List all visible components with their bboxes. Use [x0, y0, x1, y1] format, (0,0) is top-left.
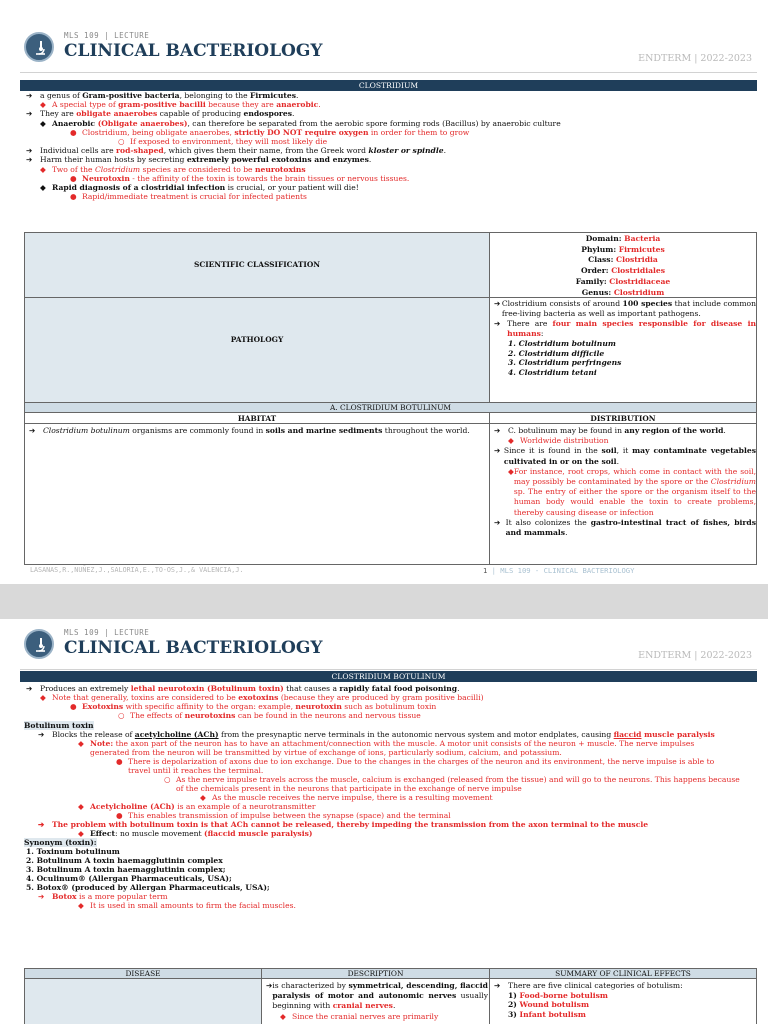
- botulinum-toxin-notes: [24, 721, 752, 910]
- classification-value: Clostridiaceae: [609, 276, 671, 286]
- pathology-label: PATHOLOGY: [230, 335, 284, 344]
- classification-row: [490, 255, 756, 266]
- list-item: ● There is depolarization of axons due to ion exchange. Due to the changes in the charges of the neuron and its environment, the nerve impulse is able to: [116, 757, 715, 766]
- classification-row: [490, 245, 756, 256]
- classification-row: [490, 266, 756, 277]
- species-item: 2. Clostridium difficile: [508, 348, 605, 358]
- habitat-label: HABITAT: [237, 414, 277, 423]
- synonym-item: 1. Toxinum botulinum: [26, 847, 120, 856]
- list-item: ➔ There are four main species responsible for disease in humans:: [494, 318, 756, 338]
- list-item: ○ If exposed to environment, they will most likely die: [118, 137, 328, 147]
- list-item: ➔ The problem with botulinum toxin is that ACh cannot be released, thereby impeding the transmission from the axon terminal to the muscle: [38, 820, 649, 829]
- classification-value: Bacteria: [624, 234, 661, 243]
- list-item: ○ The effects of neurotoxins can be found in the neurons and nervous tissue: [118, 711, 421, 720]
- list-item: ➔ It also colonizes the gastro-intestinal tract of fishes, birds and mammals.: [494, 517, 756, 538]
- list-item: ◆ A special type of gram-positive bacilli because they are anaerobic.: [40, 100, 321, 110]
- list-item: ➔ Clostridium consists of around 100 species that include common free-living bacteria as well as important pathogens.: [494, 299, 757, 318]
- classification-rank: Order:: [581, 266, 612, 276]
- species-item: 1. Clostridium botulinum: [508, 338, 616, 348]
- microscope-logo-icon: [24, 32, 54, 62]
- classification-row: [490, 277, 756, 288]
- list-item: ➔ Individual cells are rod-shaped, which gives them their name, from the Greek word kloster or spindle.: [26, 146, 446, 156]
- distribution-label: DISTRIBUTION: [590, 414, 656, 423]
- classification-rank: Family:: [575, 276, 610, 286]
- list-item: ◆ For instance, root crops, which come in contact with the soil, may possibly be contaminated by the spore or the Clostridium sp. The entry of either the spore or the organism itself to the human body would enable the toxin to create problems, thereby causing disease or infection: [508, 466, 756, 517]
- species-item: 4. Clostridium tetani: [508, 368, 597, 378]
- list-item: ➔ C. botulinum may be found in any region of the world.: [494, 426, 726, 435]
- description-label: DESCRIPTION: [347, 969, 404, 978]
- clinical-category-item: 2) Wound botulism: [508, 1000, 589, 1010]
- list-item: ◆ Acetylcholine (ACh) is an example of a neurotransmitter: [78, 802, 316, 811]
- course-line: MLS 109 | LECTURE: [64, 31, 150, 40]
- list-item: ● Neurotoxin - the affinity of the toxin is towards the brain tissues or nervous tissues.: [70, 173, 410, 183]
- synonym-list: [24, 847, 752, 892]
- botulinum-banner: A. CLOSTRIDIUM BOTULINUM: [24, 402, 757, 413]
- list-item: ● Rapid/immediate treatment is crucial for infected patients: [70, 192, 307, 202]
- list-item: ➔ Harm their human hosts by secreting extremely powerful exotoxins and enzymes.: [26, 155, 372, 165]
- list-item: ◆ Worldwide distribution: [508, 436, 609, 446]
- list-item: ◆ Anaerobic (Obligate anaerobes), can therefore be separated from the aerobic spore forming rods (Bacillus) by anaerobic culture: [40, 118, 561, 128]
- term-label: ENDTERM | 2022-2023: [638, 53, 752, 64]
- classification-rank: Phylum:: [581, 244, 619, 254]
- clostridium-notes: [26, 91, 754, 201]
- disease-label: DISEASE: [125, 969, 161, 978]
- list-item: ➔ There are five clinical categories of botulism:: [494, 981, 683, 990]
- distribution-cell: [489, 423, 757, 565]
- pathology-cell: [489, 297, 757, 403]
- list-item: ◆ Two of the Clostridium species are considered to be neurotoxins: [40, 164, 306, 174]
- microscope-logo-icon: [24, 629, 54, 659]
- page-header: [20, 30, 760, 70]
- page-two: [0, 619, 768, 1024]
- page-header: [20, 627, 760, 667]
- classification-value: Clostridium: [613, 287, 665, 297]
- classification-rank: Genus:: [581, 287, 614, 297]
- classification-cell: [489, 232, 757, 298]
- list-item: ◆ Note: the axon part of the neuron has to have an attachment/connection with the muscle. A motor unit consists of the neuron + muscle. The nerve impulses: [78, 739, 695, 748]
- species-list: [494, 339, 756, 379]
- list-item: ➔ Produces an extremely lethal neurotoxin (Botulinum toxin) that causes a rapidly fatal food poisoning.: [26, 684, 460, 693]
- list-item: ◆ It is used in small amounts to firm the facial muscles.: [78, 901, 296, 910]
- synonym-heading: Synonym (toxin):: [24, 838, 97, 847]
- list-item: ➔ Clostridium botulinum organisms are commonly found in soils and marine sediments throughout the world.: [29, 426, 470, 435]
- section-banner-botulinum: CLOSTRIDIUM BOTULINUM: [20, 671, 757, 682]
- classification-value: Clostridiales: [611, 266, 665, 276]
- list-item: ➔ is characterized by symmetrical, descending, flaccid paralysis of motor and autonomic nerves usually beginning with cranial nerves.: [266, 981, 488, 1011]
- page-number: 1: [483, 566, 488, 575]
- note-continuation: of the chemicals present in the neurons that participate in the exchange of nerve impulse: [176, 784, 522, 793]
- sci-class-label: SCIENTIFIC CLASSIFICATION: [193, 260, 321, 269]
- section-banner-clostridium: CLOSTRIDIUM: [20, 80, 757, 91]
- list-item: ➔ a genus of Gram-positive bacteria, belonging to the Firmicutes.: [26, 91, 299, 100]
- clinical-category-item: 3) Infant botulism: [508, 1009, 586, 1019]
- header-divider: [20, 72, 757, 73]
- list-item: ➔ Since it is found in the soil, it may contaminate vegetables cultivated in or on the soil.: [494, 446, 756, 466]
- toxin-heading: Botulinum toxin: [24, 721, 94, 730]
- list-item: ◆ Rapid diagnosis of a clostridial infection is crucial, or your patient will die!: [40, 183, 359, 193]
- synonym-item: 3. Botulinum A toxin haemagglutinin complex;: [26, 865, 226, 874]
- classification-row: [490, 234, 756, 245]
- footer-authors: LASANAS,R.,NUÑEZ,J.,SALORIA,E.,TO-OS,J.,& VALENCIA,J.: [30, 566, 244, 574]
- clinical-category-item: 1) Food-borne botulism: [508, 990, 608, 1000]
- footer-course: [483, 566, 634, 575]
- classification-rank: Class:: [588, 255, 617, 265]
- header-divider: [20, 669, 757, 670]
- list-item: ➔ They are obligate anaerobes capable of producing endospores.: [26, 109, 295, 119]
- classification-rank: Domain:: [585, 234, 625, 243]
- list-item: ➔ Botox is a more popular term: [38, 892, 168, 901]
- classification-value: Firmicutes: [618, 244, 665, 254]
- list-item: ◆ Effect: no muscle movement (flaccid muscle paralysis): [78, 829, 313, 838]
- habitat-cell: [24, 423, 490, 565]
- course-line: MLS 109 | LECTURE: [64, 628, 150, 637]
- synonym-item: 2. Botulinum A toxin haemagglutinin complex: [26, 856, 223, 865]
- pathology-label-cell: [24, 297, 490, 403]
- page-title: CLINICAL BACTERIOLOGY: [64, 638, 323, 658]
- clinical-category-list: [494, 991, 756, 1020]
- note-continuation: travel until it reaches the terminal.: [128, 766, 264, 775]
- note-continuation: generated from the neuron will be transmitted by virtue of exchange of ions, particularly sodium, calcium, and potassium.: [90, 748, 562, 757]
- list-item: ◆ Since the cranial nerves are primarily: [280, 1011, 439, 1021]
- disease-cell: [24, 978, 262, 1024]
- term-label: ENDTERM | 2022-2023: [638, 650, 752, 661]
- synonym-item: 5. Botox® (produced by Allergan Pharmaceuticals, USA);: [26, 883, 270, 892]
- list-item: ○ As the nerve impulse travels across the muscle, calcium is exchanged (released from the tissue) and will go to the neurons. This happens because: [164, 775, 740, 784]
- list-item: ● Clostridium, being obligate anaerobes, strictly DO NOT require oxygen in order for them to grow: [70, 127, 470, 137]
- summary-label: SUMMARY OF CLINICAL EFFECTS: [555, 969, 691, 978]
- summary-cell: [489, 978, 757, 1024]
- footer-course-label: | MLS 109 - CLINICAL BACTERIOLOGY: [487, 566, 635, 575]
- list-item: ◆ As the muscle receives the nerve impulse, there is a resulting movement: [200, 793, 493, 802]
- page-title: CLINICAL BACTERIOLOGY: [64, 41, 323, 61]
- list-item: ● This enables transmission of impulse between the synapse (space) and the terminal: [116, 811, 451, 820]
- synonym-item: 4. Oculinum® (Allergan Pharmaceuticals, USA);: [26, 874, 232, 883]
- classification-value: Clostridia: [616, 255, 658, 265]
- list-item: ➔ Blocks the release of acetylcholine (ACh) from the presynaptic nerve terminals in the autonomic nervous system and motor endplates, causing flaccid muscle paralysis: [38, 730, 715, 739]
- description-cell: [261, 978, 490, 1024]
- botulinum-notes: [26, 684, 754, 720]
- sci-class-label-cell: [24, 232, 490, 298]
- species-item: 3. Clostridium perfringens: [508, 358, 622, 368]
- classification-list: [490, 234, 756, 298]
- list-item: ◆ Note that generally, toxins are considered to be exotoxins (because they are produced by gram positive bacilli): [40, 693, 484, 702]
- list-item: ● Exotoxins with specific affinity to the organ: example, neurotoxin such as botulinum toxin: [70, 702, 437, 711]
